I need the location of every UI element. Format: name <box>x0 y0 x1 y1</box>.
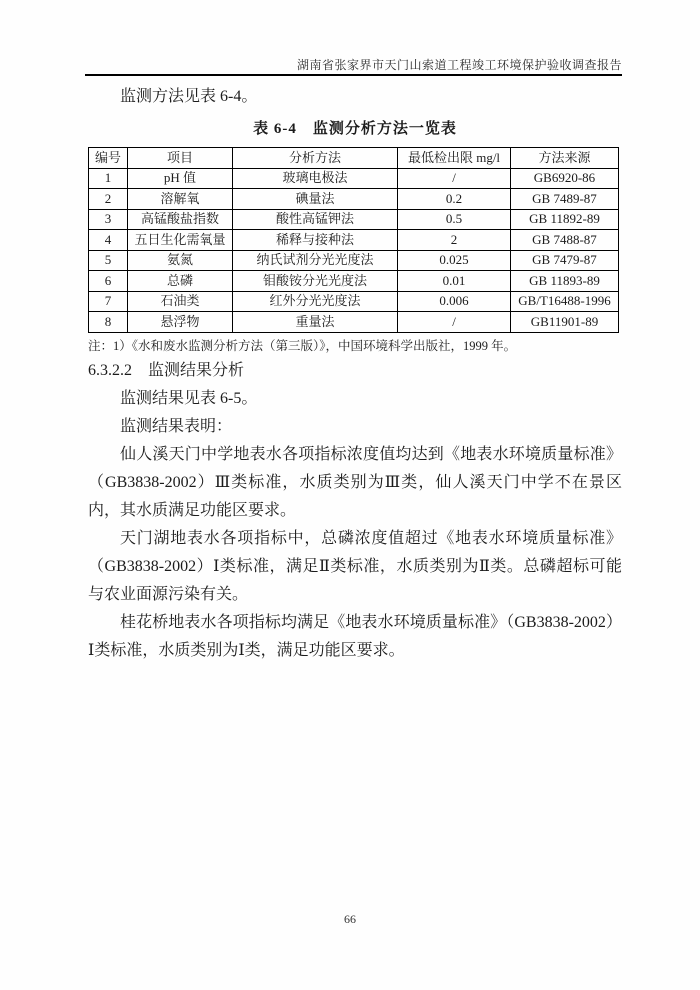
body-paragraph: 监测结果表明： <box>120 418 233 435</box>
cell-item: 溶解氧 <box>128 189 233 210</box>
intro-paragraph: 监测方法见表 6-4。 <box>120 88 258 105</box>
column-header: 编号 <box>89 148 128 169</box>
cell-number: 7 <box>89 291 128 312</box>
cell-item: 悬浮物 <box>128 312 233 333</box>
cell-number: 3 <box>89 209 128 230</box>
cell-item: 氨氮 <box>128 250 233 271</box>
cell-source: GB6920-86 <box>511 168 619 189</box>
cell-method: 钼酸铵分光光度法 <box>233 271 398 292</box>
table-title: 表 6-4 监测分析方法一览表 <box>253 121 457 137</box>
body-paragraph: 监测结果见表 6-5。 <box>120 390 258 407</box>
column-header: 项目 <box>128 148 233 169</box>
cell-number: 6 <box>89 271 128 292</box>
table-row <box>89 312 619 333</box>
cell-source: GB 7489-87 <box>511 189 619 210</box>
cell-number: 4 <box>89 230 128 251</box>
cell-source: GB 7488-87 <box>511 230 619 251</box>
cell-method: 稀释与接种法 <box>233 230 398 251</box>
cell-number: 2 <box>89 189 128 210</box>
cell-method: 酸性高锰钾法 <box>233 209 398 230</box>
cell-detection-limit: 0.025 <box>398 250 511 271</box>
cell-detection-limit: / <box>398 312 511 333</box>
body-paragraph: 天门湖地表水各项指标中，总磷浓度值超过《地表水环境质量标准》（GB3838-2002）Ⅰ类标准，满足Ⅱ类标准，水质类别为Ⅱ类。总磷超标可能与农业面源污染有关。 <box>88 530 622 603</box>
cell-number: 1 <box>89 168 128 189</box>
cell-number: 5 <box>89 250 128 271</box>
cell-detection-limit: / <box>398 168 511 189</box>
cell-detection-limit: 0.006 <box>398 291 511 312</box>
page-number: 66 <box>344 912 356 926</box>
table-row <box>89 291 619 312</box>
cell-item: 总磷 <box>128 271 233 292</box>
cell-source: GB11901-89 <box>511 312 619 333</box>
cell-detection-limit: 0.2 <box>398 189 511 210</box>
cell-item: 石油类 <box>128 291 233 312</box>
body-paragraph: 桂花桥地表水各项指标均满足《地表水环境质量标准》（GB3838-2002） Ⅰ类标准，水质类别为Ⅰ类，满足功能区要求。 <box>88 614 622 659</box>
header-divider <box>85 74 622 76</box>
cell-item: 高锰酸盐指数 <box>128 209 233 230</box>
cell-detection-limit: 0.01 <box>398 271 511 292</box>
cell-method: 玻璃电极法 <box>233 168 398 189</box>
table-note: 注：1）《水和废水监测分析方法（第三版）》，中国环境科学出版社，1999 年。 <box>88 339 517 353</box>
table-row <box>89 250 619 271</box>
cell-source: GB 7479-87 <box>511 250 619 271</box>
running-header <box>85 56 622 73</box>
cell-source: GB 11892-89 <box>511 209 619 230</box>
cell-source: GB 11893-89 <box>511 271 619 292</box>
cell-method: 重量法 <box>233 312 398 333</box>
monitoring-methods-table <box>88 147 619 333</box>
cell-method: 纳氏试剂分光光度法 <box>233 250 398 271</box>
table-row <box>89 189 619 210</box>
table-row <box>89 168 619 189</box>
cell-number: 8 <box>89 312 128 333</box>
running-header-title: 湖南省张家界市天门山索道工程竣工环境保护验收调查报告 <box>296 58 622 72</box>
table-row <box>89 271 619 292</box>
table-row <box>89 230 619 251</box>
column-header: 分析方法 <box>233 148 398 169</box>
table-header-row <box>89 148 619 169</box>
column-header: 最低检出限 mg/l <box>398 148 511 169</box>
cell-detection-limit: 0.5 <box>398 209 511 230</box>
cell-method: 碘量法 <box>233 189 398 210</box>
cell-method: 红外分光光度法 <box>233 291 398 312</box>
table-row <box>89 209 619 230</box>
cell-source: GB/T16488-1996 <box>511 291 619 312</box>
section-heading: 6.3.2.2 监测结果分析 <box>88 362 245 379</box>
section-body <box>88 357 622 665</box>
cell-detection-limit: 2 <box>398 230 511 251</box>
column-header: 方法来源 <box>511 148 619 169</box>
cell-item: 五日生化需氧量 <box>128 230 233 251</box>
cell-item: pH 值 <box>128 168 233 189</box>
body-paragraph: 仙人溪天门中学地表水各项指标浓度值均达到《地表水环境质量标准》（GB3838-2002）Ⅲ类标准，水质类别为Ⅲ类，仙人溪天门中学不在景区内，其水质满足功能区要求。 <box>88 446 622 519</box>
